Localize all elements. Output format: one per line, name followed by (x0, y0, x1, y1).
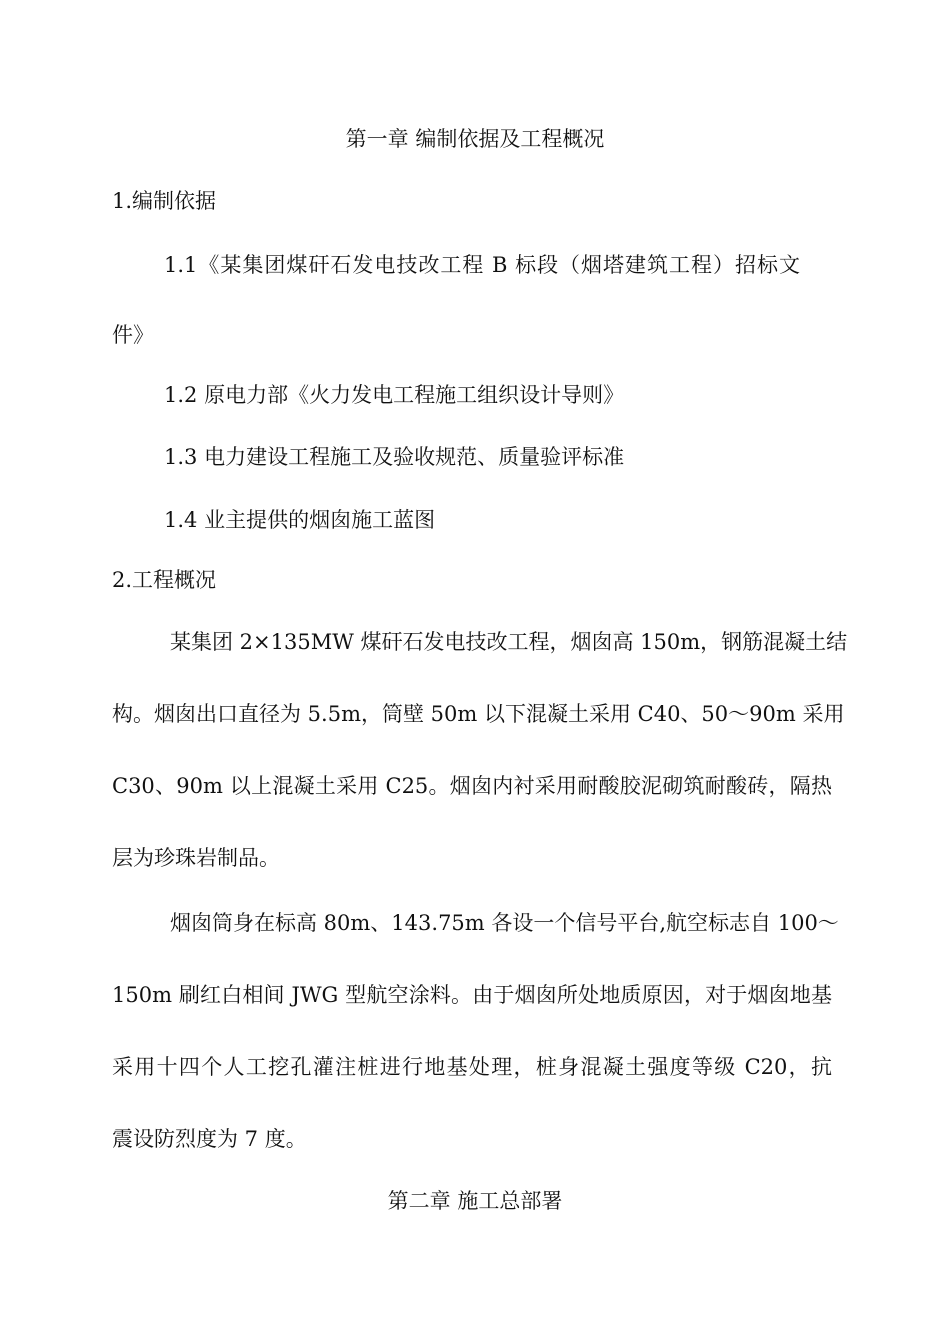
chapter-2-title: 第二章 施工总部署 (387, 1189, 563, 1213)
section-1-heading: 1.编制依据 (112, 189, 217, 213)
chapter-1-title: 第一章 编制依据及工程概况 (345, 127, 605, 151)
basis-item-1-4: 1.4 业主提供的烟囱施工蓝图 (164, 508, 436, 532)
basis-item-1-2: 1.2 原电力部《火力发电工程施工组织设计导则》 (164, 383, 625, 407)
section-2-heading: 2.工程概况 (112, 568, 217, 592)
basis-item-1-3: 1.3 电力建设工程施工及验收规范、质量验评标准 (164, 445, 625, 469)
basis-item-1-1-line-1: 1.1《某集团煤矸石发电技改工程 B 标段（烟塔建筑工程）招标文 (164, 253, 800, 277)
paragraph-line: 某集团 2×135MW 煤矸石发电技改工程，烟囱高 150m，钢筋混凝土结 (170, 630, 848, 654)
paragraph-line: 震设防烈度为 7 度。 (112, 1127, 307, 1151)
paragraph-line: 构。烟囱出口直径为 5.5m，筒壁 50m 以下混凝土采用 C40、50～90m 采用 (112, 702, 845, 726)
paragraph-line: 采用十四个人工挖孔灌注桩进行地基处理，桩身混凝土强度等级 C20，抗 (112, 1055, 832, 1079)
paragraph-line: 层为珍珠岩制品。 (112, 846, 280, 870)
paragraph-line: 150m 刷红白相间 JWG 型航空涂料。由于烟囱所处地质原因，对于烟囱地基 (112, 983, 832, 1007)
paragraph-line: 烟囱筒身在标高 80m、143.75m 各设一个信号平台,航空标志自 100～ (170, 911, 839, 935)
basis-item-1-1-line-2: 件》 (112, 323, 154, 347)
paragraph-line: C30、90m 以上混凝土采用 C25。烟囱内衬采用耐酸胶泥砌筑耐酸砖，隔热 (112, 774, 832, 798)
